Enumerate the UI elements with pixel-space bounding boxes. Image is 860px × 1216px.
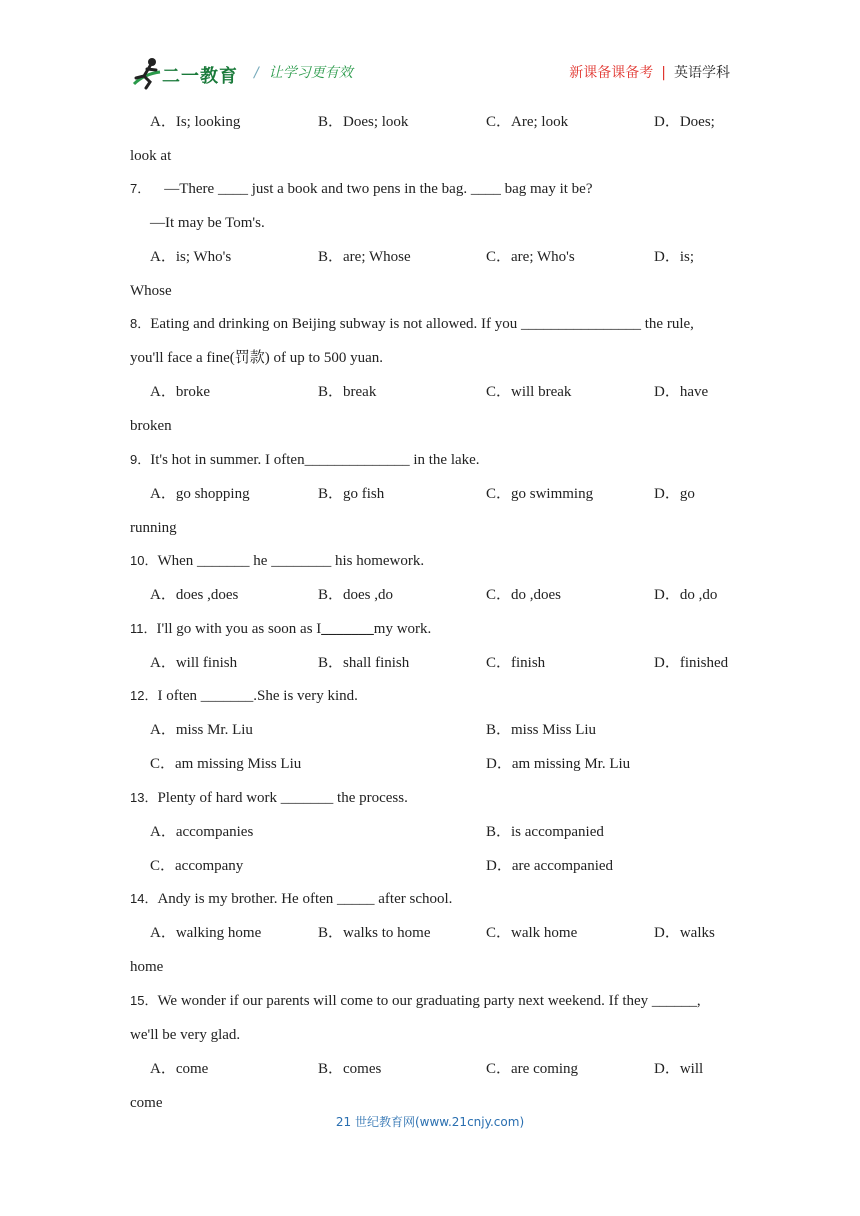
question-text: We wonder if our parents will come to our graduating party next weekend. If they ______, [157,993,701,1009]
question-7 [130,180,592,198]
q12-option-b: B．miss Miss Liu [486,722,597,738]
q10-option-b: B．does ,do [318,587,394,603]
page-header [130,52,730,92]
q15-option-d: D．will [654,1061,704,1077]
q11-option-b: B．shall finish [318,655,410,671]
q14-option-a: A．walking home [150,925,262,941]
header-right [569,62,730,82]
q14-option-d: D．walks [654,925,715,941]
page-footer[interactable]: 21 世纪教育网(www.21cnjy.com) [335,1115,525,1129]
q9-option-b: B．go fish [318,486,385,502]
q12-option-d: D．am missing Mr. Liu [486,756,631,772]
q7-option-c: C．are; Who's [486,249,575,265]
question-text: —There ____ just a book and two pens in the bag. ____ bag may it be? [164,181,593,197]
q13-option-c: C．accompany [150,858,244,874]
q10-option-c: C．do ,does [486,587,562,603]
question-12 [130,687,358,705]
question-number: 7． [130,181,151,196]
logo [130,56,240,90]
question-number: 12． [130,688,158,703]
question-14 [130,890,452,908]
q13-option-d: D．are accompanied [486,858,614,874]
question-number: 15． [130,993,158,1008]
question-text: It's hot in summer. I often______________ in the lake. [150,452,480,468]
q12-option-a: A．miss Mr. Liu [150,722,253,738]
q6-option-a: A．Is; looking [150,114,241,130]
question-text: I'll go with you as soon as I [156,621,322,637]
q15-option-a: A．come [150,1061,209,1077]
question-number: 9． [130,452,151,467]
question-11 [130,620,431,638]
question-text-end: my work. [373,621,432,637]
question-text: Andy is my brother. He often _____ after school. [157,891,453,907]
q14-option-b: B．walks to home [318,925,431,941]
q11-option-a: A．will finish [150,655,238,671]
q6-option-d-cont: look at [130,148,172,164]
question-blank: _______ [321,621,374,637]
q6-option-d: D．Does; [654,114,715,130]
q15-option-d-cont: come [130,1095,163,1111]
q8-option-a: A．broke [150,384,210,400]
question-8-line2: you'll face a fine(罚款) of up to 500 yuan. [130,350,384,366]
slogan-text: 让学习更有效 [268,65,353,81]
question-8 [130,315,694,333]
question-15-line2: we'll be very glad. [130,1027,241,1043]
logo-text: 二一教育 [162,66,238,87]
q8-option-c: C．will break [486,384,572,400]
q10-option-d: D．do ,do [654,587,718,603]
question-text: When _______ he ________ his homework. [157,553,425,569]
question-text: Eating and drinking on Beijing subway is not allowed. If you ________________ the rule, [150,316,694,332]
question-number: 8． [130,316,151,331]
question-13 [130,789,408,807]
q8-option-d-cont: broken [130,418,172,434]
q7-option-a: A．is; Who's [150,249,232,265]
q8-option-d: D．have [654,384,709,400]
question-number: 11． [130,621,157,636]
q12-option-c: C．am missing Miss Liu [150,756,302,772]
q15-option-c: C．are coming [486,1061,579,1077]
question-number: 10． [130,553,158,568]
header-subject: 英语学科 [674,65,730,81]
question-7-line2: —It may be Tom's. [150,215,265,231]
question-number: 13． [130,790,158,805]
question-text: Plenty of hard work _______ the process. [157,790,408,806]
q6-option-b: B．Does; look [318,114,409,130]
q7-option-d: D．is; [654,249,695,265]
question-number: 14． [130,891,158,906]
q6-option-c: C．Are; look [486,114,569,130]
header-tagline: 新课备课备考 [569,65,654,81]
q14-option-c: C．walk home [486,925,578,941]
q9-option-d-cont: running [130,520,177,536]
q7-option-b: B．are; Whose [318,249,411,265]
q8-option-b: B．break [318,384,377,400]
q15-option-b: B．comes [318,1061,382,1077]
q7-option-d-cont: Whose [130,283,172,299]
q9-option-c: C．go swimming [486,486,594,502]
q10-option-a: A．does ,does [150,587,239,603]
slogan: / 让学习更有效 [254,65,353,81]
q14-option-d-cont: home [130,959,164,975]
q13-option-b: B．is accompanied [486,824,604,840]
question-text: I often _______.She is very kind. [157,688,358,704]
q9-option-a: A．go shopping [150,486,250,502]
q11-option-c: C．finish [486,655,546,671]
header-divider: | [661,65,666,81]
question-10 [130,552,424,570]
q11-option-d: D．finished [654,655,729,671]
question-9 [130,451,480,469]
q9-option-d: D．go [654,486,695,502]
question-15 [130,992,701,1010]
q13-option-a: A．accompanies [150,824,254,840]
